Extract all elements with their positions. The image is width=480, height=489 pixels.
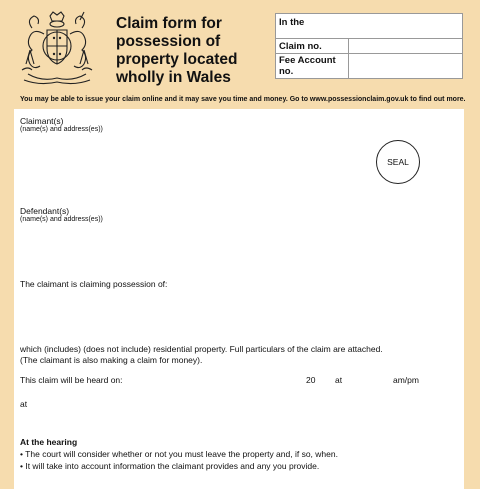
title-line: property located: [116, 51, 238, 68]
fee-account-label: [279, 55, 336, 77]
money-claim-text: (The claimant is also making a claim for money).: [20, 355, 203, 365]
property-address-field[interactable]: [20, 291, 440, 339]
claimants-label: Claimant(s): [20, 116, 64, 126]
fee-account-line: no.: [279, 66, 294, 77]
online-notice: You may be able to issue your claim online and it may save you time and money. Go to www.possessionclaim.gov.uk to find out more.: [20, 96, 466, 103]
defendants-label: Defendant(s): [20, 206, 70, 216]
claim-number-row[interactable]: [276, 39, 462, 54]
title-line: possession of: [116, 33, 221, 50]
claimants-hint: (name(s) and address(es)): [20, 126, 103, 133]
fee-account-line: Fee Account: [279, 55, 336, 66]
hearing-place-label: at: [20, 399, 28, 409]
at-hearing-heading: At the hearing: [20, 437, 78, 447]
divider: [348, 54, 349, 78]
claimants-field[interactable]: [20, 137, 360, 197]
hearing-bullet-1: • The court will consider whether or not you must leave the property and, if so, when.: [20, 449, 338, 459]
court-details-box: [275, 13, 463, 79]
form-title: [116, 15, 266, 87]
defendants-hint: (name(s) and address(es)): [20, 216, 103, 223]
fee-account-row[interactable]: [276, 54, 462, 78]
hearing-place-field[interactable]: [34, 395, 434, 415]
court-name-row[interactable]: [276, 14, 462, 39]
claim-number-label: Claim no.: [279, 41, 322, 52]
seal-label: SEAL: [387, 157, 409, 167]
defendants-field[interactable]: [20, 227, 440, 277]
title-line: Claim form for: [116, 15, 222, 32]
hearing-year-prefix[interactable]: 20: [306, 375, 316, 385]
seal-circle: [376, 140, 420, 184]
hearing-ampm[interactable]: am/pm: [393, 375, 419, 385]
residential-text: which (includes) (does not include) residential property. Full particulars of the claim are attached.: [20, 344, 383, 354]
hearing-time-at: at: [335, 375, 343, 385]
hearing-bullet-2: • It will take into account information the claimant provides and any you provide.: [20, 461, 320, 471]
hearing-date-label: This claim will be heard on:: [20, 375, 123, 385]
royal-coat-of-arms-icon: [14, 10, 100, 88]
title-line: wholly in Wales: [116, 69, 231, 86]
claiming-possession-text: The claimant is claiming possession of:: [20, 279, 168, 289]
court-name-label: In the: [279, 17, 305, 28]
form-body: [14, 109, 464, 489]
divider: [348, 39, 349, 53]
